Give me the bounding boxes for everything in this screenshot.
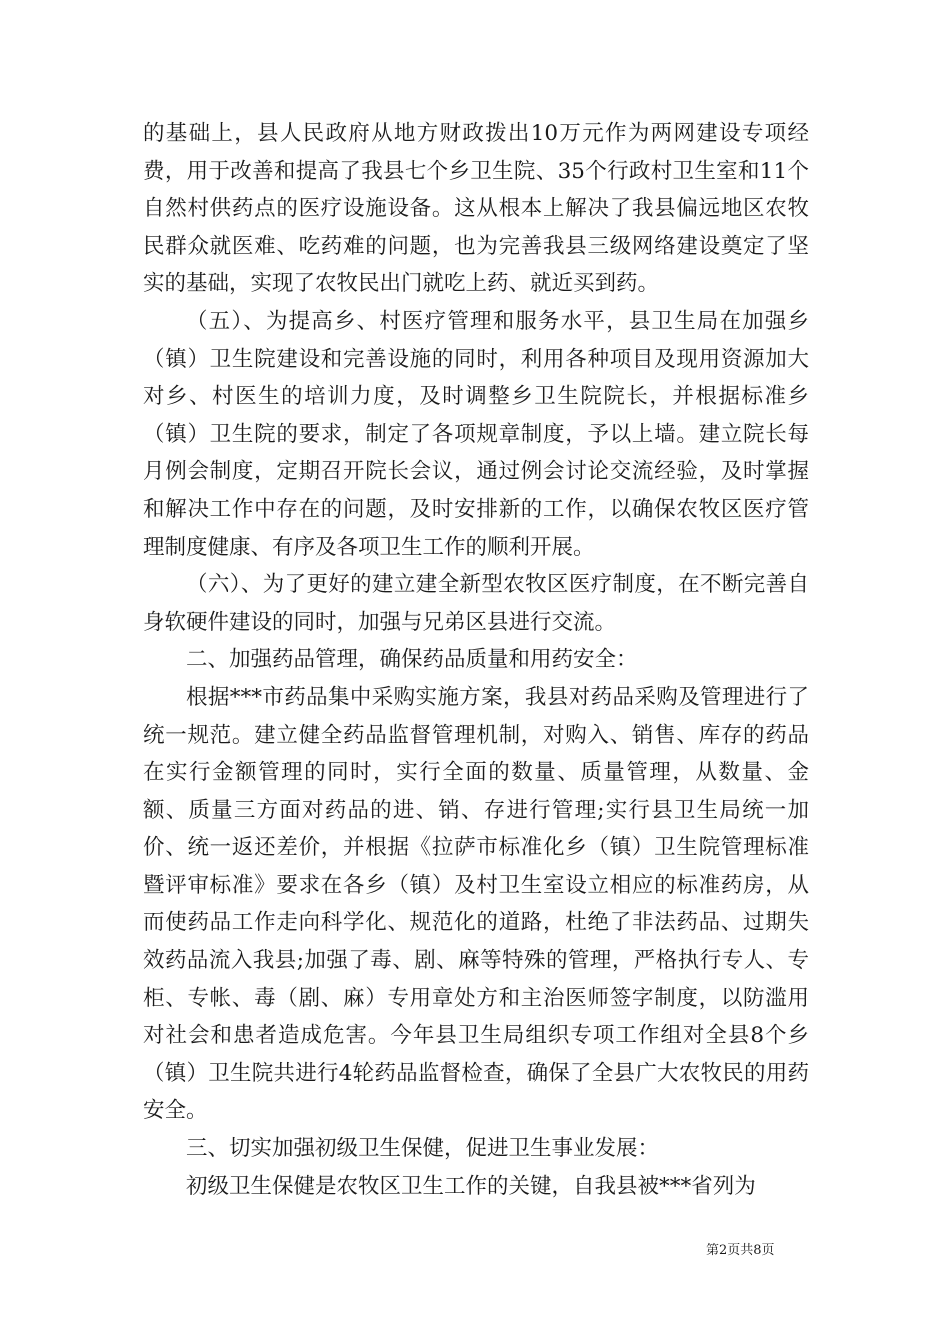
document-body xyxy=(143,115,809,1205)
page-number-footer: 第2页共8页 xyxy=(706,1243,775,1258)
paragraph-1: 的基础上，县人民政府从地方财政拨出10万元作为两网建设专项经费，用于改善和提高了我县七个乡卫生院、35个行政村卫生室和11个自然村供药点的医疗设施设备。这从根本上解决了我县偏远地区农牧民群众就医难、吃药难的问题，也为完善我县三级网络建设奠定了坚实的基础，实现了农牧民出门就吃上药、就近买到药。 xyxy=(143,121,809,297)
section-heading-3: 三、切实加强初级卫生保健，促进卫生事业发展： xyxy=(186,1136,660,1162)
paragraph-2: （五）、为提高乡、村医疗管理和服务水平，县卫生局在加强乡（镇）卫生院建设和完善设施的同时，利用各种项目及现用资源加大对乡、村医生的培训力度，及时调整乡卫生院院长，并根据标准乡（镇）卫生院的要求，制定了各项规章制度，予以上墙。建立院长每月例会制度，定期召开院长会议，通过例会讨论交流经验，及时掌握和解决工作中存在的问题，及时安排新的工作，以确保农牧区医疗管理制度健康、有序及各项卫生工作的顺利开展。 xyxy=(143,308,809,560)
paragraph-5: 初级卫生保健是农牧区卫生工作的关键，自我县被***省列为 xyxy=(186,1173,756,1199)
paragraph-3: （六）、为了更好的建立建全新型农牧区医疗制度，在不断完善自身软硬件建设的同时，加强与兄弟区县进行交流。 xyxy=(143,572,809,635)
section-heading-2: 二、加强药品管理，确保药品质量和用药安全： xyxy=(186,647,638,673)
paragraph-4: 根据***市药品集中采购实施方案，我县对药品采购及管理进行了统一规范。建立健全药品监督管理机制，对购入、销售、库存的药品在实行金额管理的同时，实行全面的数量、质量管理，从数量、金额、质量三方面对药品的进、销、存进行管理;实行县卫生局统一加价、统一返还差价，并根据《拉萨市标准化乡（镇）卫生院管理标准暨评审标准》要求在各乡（镇）及村卫生室设立相应的标准药房，从而使药品工作走向科学化、规范化的道路，杜绝了非法药品、过期失效药品流入我县;加强了毒、剧、麻等特殊的管理，严格执行专人、专柜、专帐、毒（剧、麻）专用章处方和主治医师签字制度，以防滥用对社会和患者造成危害。今年县卫生局组织专项工作组对全县8个乡（镇）卫生院共进行4轮药品监督检查，确保了全县广大农牧民的用药安全。 xyxy=(143,684,809,1124)
